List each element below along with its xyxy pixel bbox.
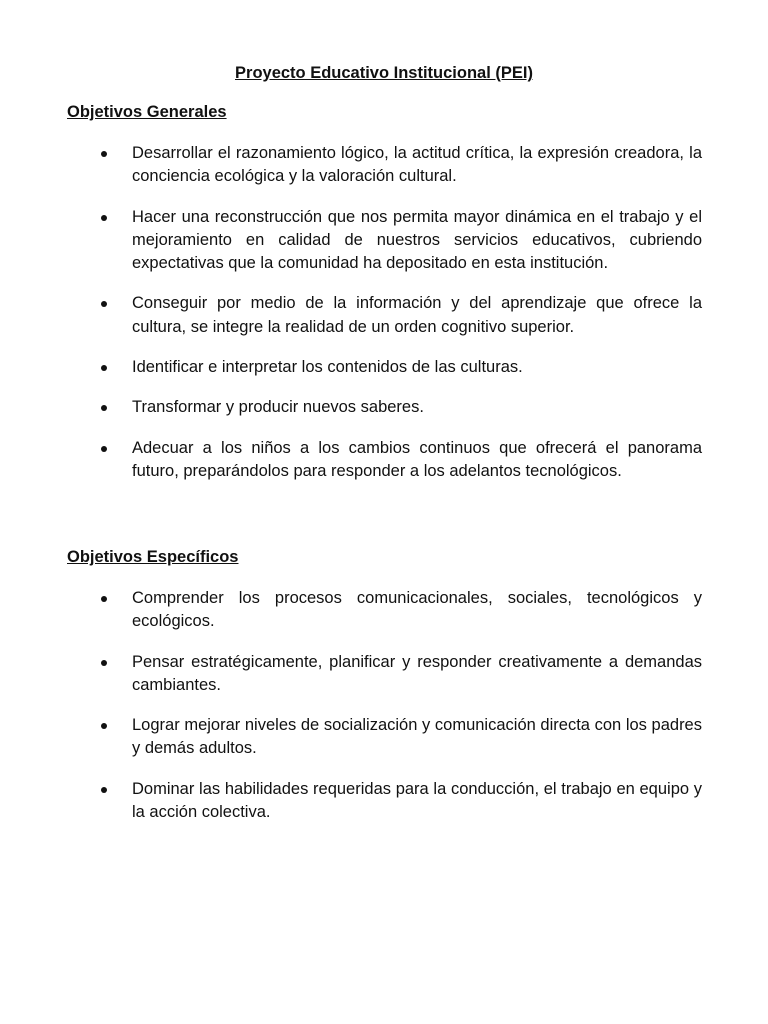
- list-item: [67, 587, 702, 634]
- bullet-icon: [101, 151, 107, 157]
- list-item: [67, 356, 702, 379]
- list-item: [67, 714, 702, 761]
- bullet-icon: [101, 405, 107, 411]
- list-item-text: Desarrollar el razonamiento lógico, la actitud crítica, la expresión creadora, la conciencia ecológica y la valoración cultural.: [132, 144, 702, 186]
- list-item-text: Dominar las habilidades requeridas para la conducción, el trabajo en equipo y la acción colectiva.: [132, 779, 702, 822]
- bullet-icon: [101, 446, 107, 452]
- list-item: [67, 292, 702, 339]
- list-item-text: Lograr mejorar niveles de socialización y comunicación directa con los padres y demás adultos.: [132, 716, 702, 758]
- bullet-icon: [101, 723, 107, 729]
- objetivos-especificos-list: [67, 587, 702, 841]
- document-title: Proyecto Educativo Institucional (PEI): [235, 64, 533, 82]
- list-item-text: Identificar e interpretar los contenidos de las culturas.: [132, 358, 523, 377]
- list-item: [67, 778, 702, 825]
- list-item: [67, 206, 702, 276]
- list-item: [67, 651, 702, 698]
- list-item-text: Transformar y producir nuevos saberes.: [132, 398, 424, 417]
- list-item: [67, 396, 702, 419]
- list-item-text: Comprender los procesos comunicacionales, sociales, tecnológicos y ecológicos.: [132, 589, 702, 631]
- bullet-icon: [101, 596, 107, 602]
- list-item-text: Hacer una reconstrucción que nos permita mayor dinámica en el trabajo y el mejoramiento en calidad de nuestros servicios educativos, cubriendo expectativas que la comunidad ha depositado en esta institución.: [132, 207, 702, 273]
- list-item-text: Pensar estratégicamente, planificar y responder creativamente a demandas cambiantes.: [132, 652, 702, 694]
- list-item-text: Adecuar a los niños a los cambios continuos que ofrecerá el panorama futuro, preparándolos para responder a los adelantos tecnológicos.: [132, 438, 702, 480]
- objetivos-generales-list: [67, 142, 702, 500]
- list-item-text: Conseguir por medio de la información y del aprendizaje que ofrece la cultura, se integre la realidad de un orden cognitivo superior.: [132, 294, 702, 336]
- bullet-icon: [101, 365, 107, 371]
- bullet-icon: [101, 215, 107, 221]
- list-item: [67, 437, 702, 484]
- section-heading-objetivos-especificos: Objetivos Específicos: [67, 548, 239, 566]
- bullet-icon: [101, 660, 107, 666]
- bullet-icon: [101, 787, 107, 793]
- bullet-icon: [101, 301, 107, 307]
- list-item: [67, 142, 702, 189]
- section-heading-objetivos-generales: Objetivos Generales: [67, 103, 227, 121]
